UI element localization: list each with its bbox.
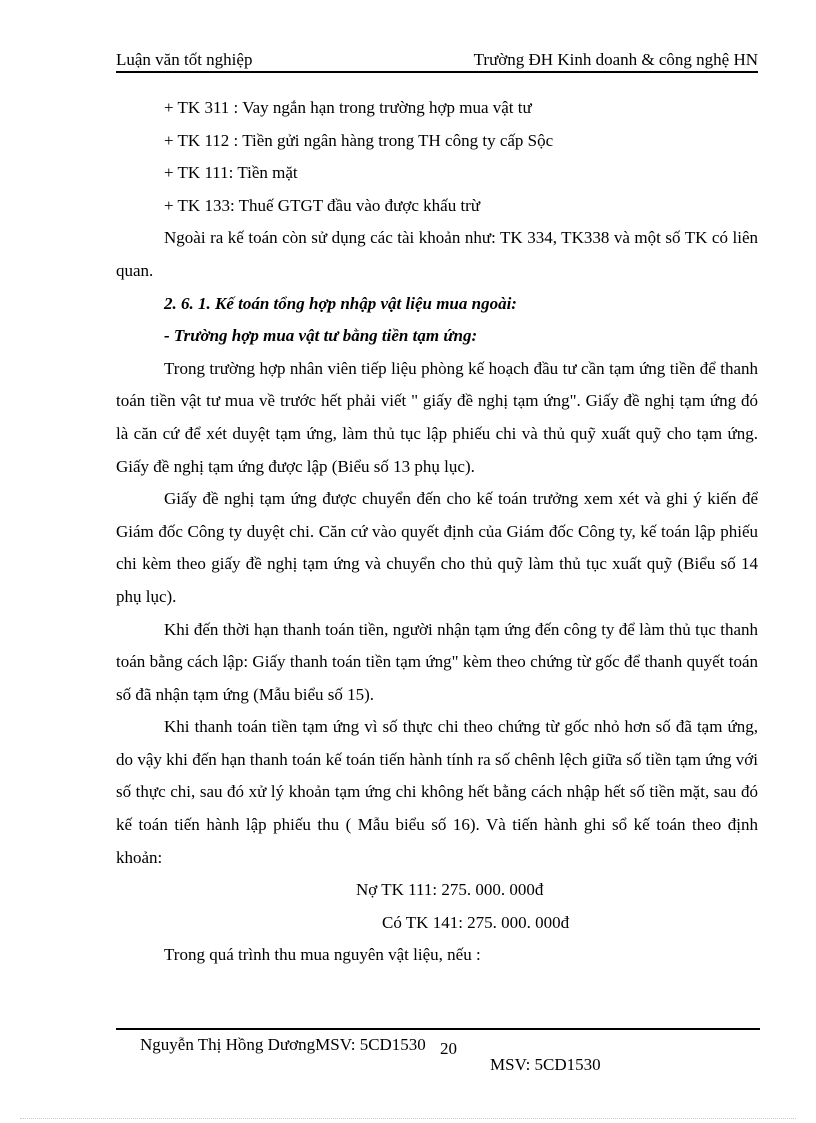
- footer-author: Nguyễn Thị Hồng DươngMSV: 5CD1530: [140, 1035, 426, 1054]
- sub-heading: - Trường hợp mua vật tư bằng tiền tạm ứng:: [164, 326, 478, 346]
- footer-student-id: MSV: 5CD1530: [490, 1055, 601, 1074]
- header-thesis-title: Luận văn tốt nghiệp: [116, 50, 253, 69]
- paragraph-approval: Giấy đề nghị tạm ứng được chuyển đến cho kế toán trưởng xem xét và ghi ý kiến để Giám đốc Công ty duyệt chi. Căn cứ vào quyết định của Giám đốc Công ty, kế toán lập phiếu chi kèm theo giấy đề nghị tạm ứng và chuyển cho thủ quỹ làm thủ tục xuất quỹ (Biểu số 14 phụ lục).: [116, 489, 758, 606]
- bullet-tk111: + TK 111: Tiền mặt: [164, 163, 298, 183]
- bullet-tk133: + TK 133: Thuế GTGT đầu vào được khấu trừ: [164, 195, 481, 215]
- page-bottom-edge: [20, 1118, 796, 1119]
- document-body: [116, 92, 758, 972]
- header-university-name: Trường ĐH Kinh doanh & công nghệ HN: [473, 50, 758, 69]
- entry-debit: Nợ TK 111: 275. 000. 000đ: [356, 880, 544, 900]
- paragraph-difference: Khi thanh toán tiền tạm ứng vì số thực chi theo chứng từ gốc nhỏ hơn số đã tạm ứng, do vậy khi đến hạn thanh toán kế toán tiến hành tính ra số chênh lệch giữa số tiền tạm ứng với số thực chi, sau đó xử lý khoản tạm ứng chi không hết bằng cách nhập hết số tiền mặt, sau đó kế toán tiến hành lập phiếu thu ( Mẫu biểu số 16). Và tiến hành ghi sổ kế toán theo định khoản:: [116, 717, 758, 867]
- intro-paragraph: Ngoài ra kế toán còn sử dụng các tài khoản như: TK 334, TK338 và một số TK có liên quan.: [116, 228, 758, 280]
- paragraph-settlement: Khi đến thời hạn thanh toán tiền, người nhận tạm ứng đến công ty để làm thủ tục thanh toán bằng cách lập: Giấy thanh toán tiền tạm ứng" kèm theo chứng từ gốc để thanh quyết toán số đã nhận tạm ứng (Mẫu biểu số 15).: [116, 619, 758, 704]
- paragraph-advance-request: Trong trường hợp nhân viên tiếp liệu phòng kế hoạch đầu tư cần tạm ứng tiền để thanh toán tiền vật tư mua về trước hết phải viết " giấy đề nghị tạm ứng". Giấy đề nghị tạm ứng đó là căn cứ để xét duyệt tạm ứng, làm thủ tục lập phiếu chi và thủ quỹ xuất quỹ cho tạm ứng. Giấy đề nghị tạm ứng được lập (Biểu số 13 phụ lục).: [116, 358, 758, 476]
- closing-line: Trong quá trình thu mua nguyên vật liệu, nếu :: [164, 945, 481, 965]
- section-heading: 2. 6. 1. Kế toán tổng hợp nhập vật liệu mua ngoài:: [164, 293, 517, 313]
- page-header: [116, 49, 758, 73]
- bullet-tk112: + TK 112 : Tiền gửi ngân hàng trong TH công ty cấp Sộc: [164, 130, 554, 150]
- footer-divider: [116, 1028, 760, 1030]
- page-number: 20: [440, 1039, 457, 1058]
- bullet-tk311: + TK 311 : Vay ngắn hạn trong trường hợp mua vật tư: [164, 98, 532, 117]
- entry-credit: Có TK 141: 275. 000. 000đ: [382, 912, 570, 932]
